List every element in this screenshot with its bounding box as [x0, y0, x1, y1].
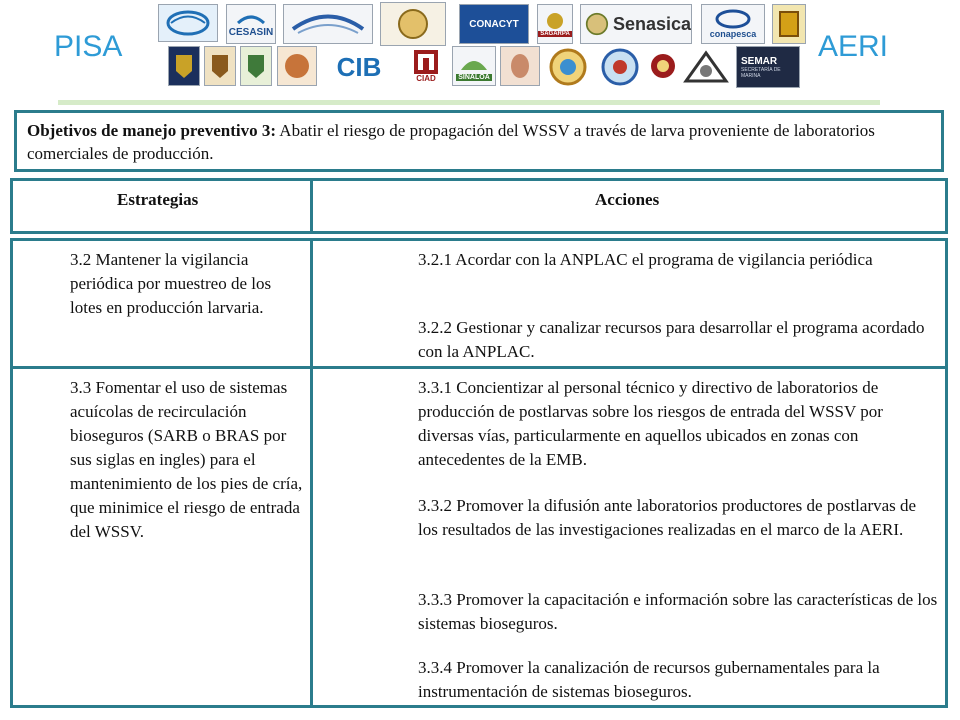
semar-subtitle: SECRETARÍA DE MARINA — [741, 66, 781, 79]
red-diagnostico-logo — [680, 46, 732, 88]
action-3-3-3: 3.3.3 Promover la capacitación e información sobre las características de los sistemas bioseguros. — [418, 590, 938, 633]
circle-logo-3 — [648, 46, 678, 86]
header-divider — [58, 100, 880, 105]
strategy-3-3: 3.3 Fomentar el uso de sistemas acuícolas de recirculación bioseguros (SARB o BRAS por sus siglas en ingles) para el mantenimiento de los pies de cría, que minimice el riesgo de entrada del WSSV. — [70, 378, 303, 541]
objective-box — [14, 110, 944, 172]
action-3-3-2: 3.3.2 Promover la difusión ante laboratorios productores de postlarvas de los resultados de las investigaciones realizadas en el marco de la AERI. — [418, 496, 917, 539]
aeri-title: AERI — [818, 30, 889, 63]
action-3-2-2: 3.2.2 Gestionar y canalizar recursos para desarrollar el programa acordado con la ANPLAC. — [418, 318, 925, 361]
objective-text — [27, 119, 931, 165]
cesasin-logo: CESASIN — [226, 4, 276, 44]
action-3-2-1: 3.2.1 Acordar con la ANPLAC el programa de vigilancia periódica — [418, 250, 873, 269]
state-seal-logo — [772, 4, 806, 44]
comite-bcs-logo — [283, 4, 373, 44]
header-actions: Acciones — [595, 190, 660, 209]
circle-logo-2 — [597, 46, 643, 88]
ciad-logo: CIAD — [406, 46, 446, 86]
objective-body: Abatir el riesgo de propagación del WSSV a través de larva proveniente de laboratorios comerciales de producción. — [27, 121, 875, 163]
comite-bc-logo — [380, 2, 446, 46]
unam-logo — [168, 46, 200, 86]
row-divider — [10, 366, 948, 369]
action-3-3-4: 3.3.4 Promover la canalización de recursos gubernamentales para la instrumentación de sistemas bioseguros. — [418, 658, 880, 701]
shield-logo-2 — [240, 46, 272, 86]
cib-logo: CIB — [330, 50, 388, 84]
shield-logo-1 — [204, 46, 236, 86]
shield-logo-3 — [277, 46, 317, 86]
body-column-divider — [310, 238, 313, 708]
header-strategies: Estrategias — [117, 190, 199, 209]
table-header-box — [10, 178, 948, 234]
semar-logo: SEMAR SECRETARÍA DE MARINA — [736, 46, 800, 88]
fish-globe-logo — [158, 4, 218, 42]
strategy-3-2: 3.2 Mantener la vigilancia periódica por muestreo de los lotes en producción larvaria. — [70, 250, 272, 317]
conapesca-logo: conapesca — [701, 4, 765, 44]
sagarpa-logo: SAGARPA — [537, 4, 573, 44]
action-3-3-1: 3.3.1 Concientizar al personal técnico y directivo de laboratorios de producción de postlarvas sobre los riesgos de entrada del WSSV por diversas vías, particularmente en aquellos ubicados en zonas con antecedentes de la EMB. — [418, 378, 883, 469]
pisa-title: PISA — [54, 30, 123, 63]
conacyt-logo: CONACYT — [459, 4, 529, 44]
senasica-logo: Senasica — [580, 4, 692, 44]
sinaloa-logo: SINALOA — [452, 46, 496, 86]
objective-label: Objetivos de manejo preventivo 3: — [27, 121, 276, 140]
header-column-divider — [310, 178, 313, 234]
circle-logo-1 — [545, 46, 591, 88]
snail-logo — [500, 46, 540, 86]
